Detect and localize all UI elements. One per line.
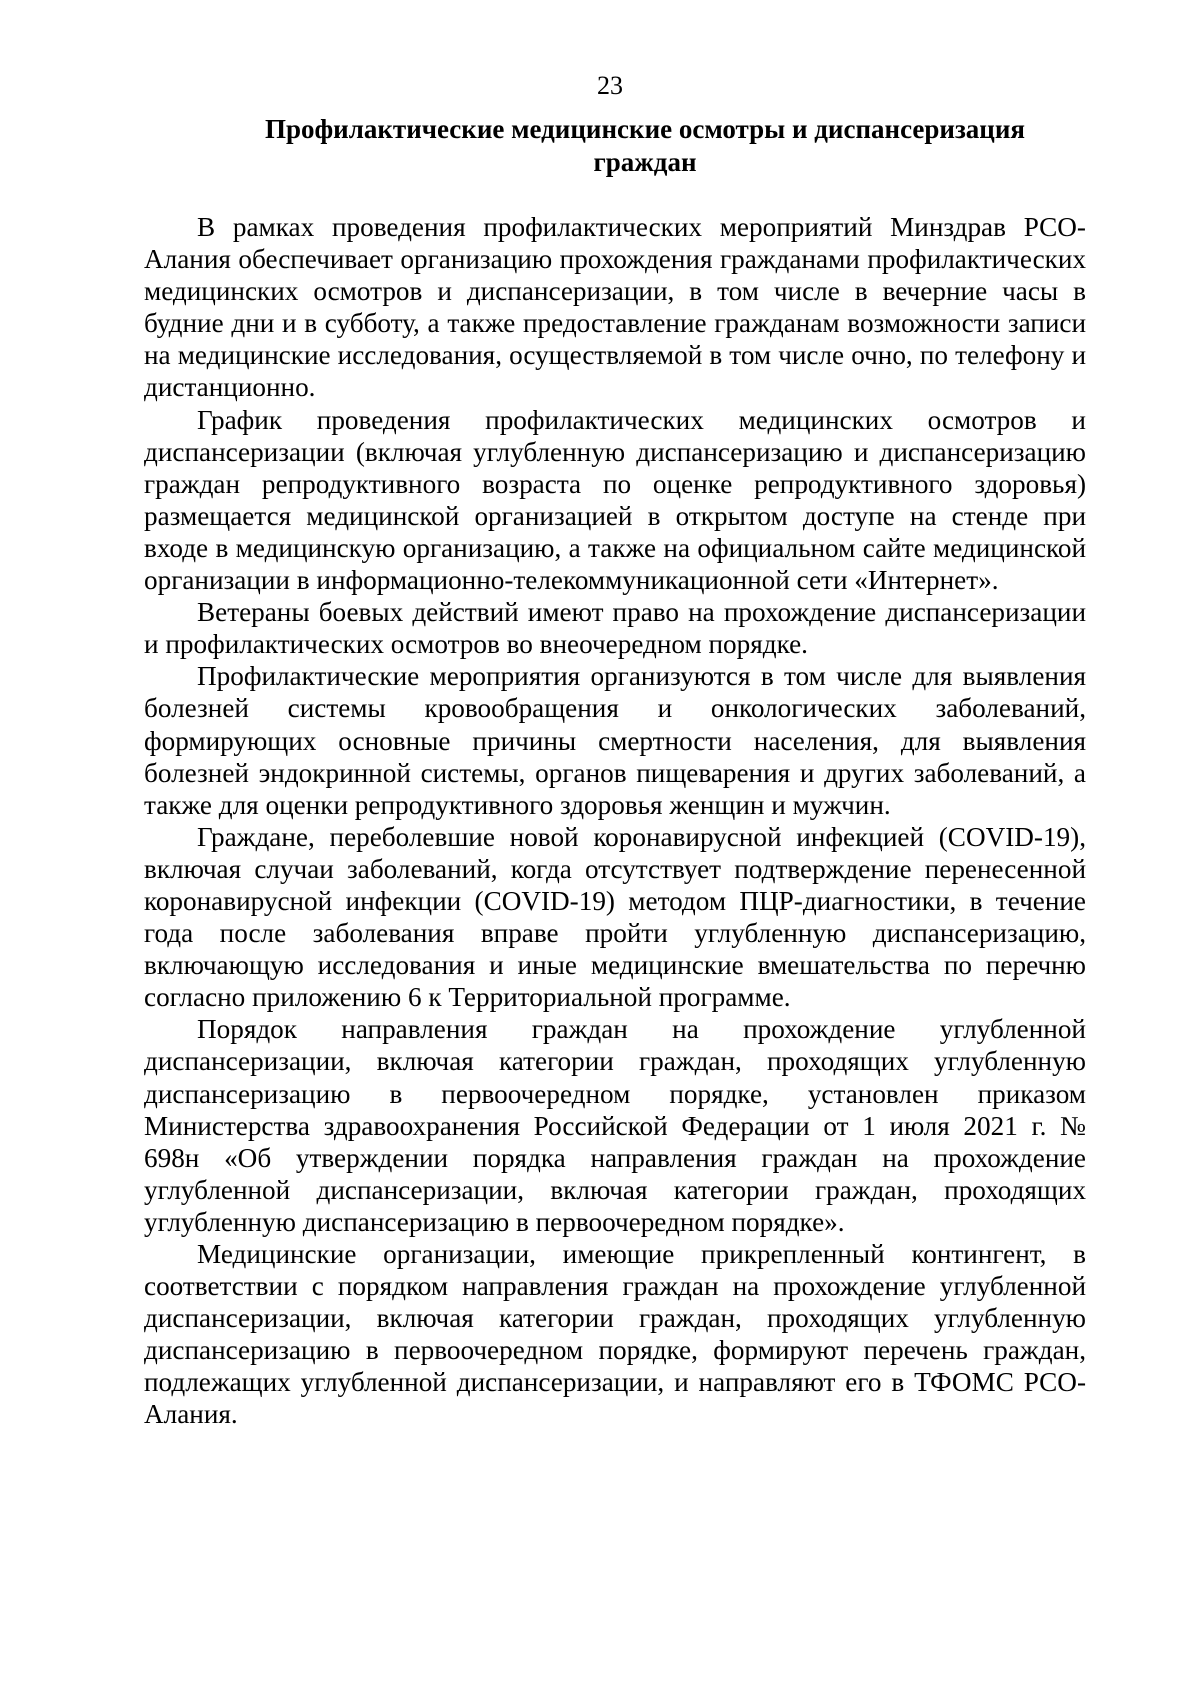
paragraph-referral-order: Порядок направления граждан на прохождение углубленной диспансеризации, включая категории граждан, проходящих углубленную диспансеризацию в первоочередном порядке, установлен приказом Министерства здравоохранения Российской Федерации от 1 июля 2021 г. № 698н «Об утверждении порядка направления граждан на прохождение углубленной диспансеризации, включая категории граждан, проходящих углубленную диспансеризацию в первоочередном порядке». xyxy=(144,1014,1086,1237)
page-number: 23 xyxy=(597,71,623,100)
paragraph-schedule: График проведения профилактических медицинских осмотров и диспансеризации (включая углубленную диспансеризацию и диспансеризацию граждан репродуктивного возраста по оценке репродуктивного здоровья) размещается медицинской организацией в открытом доступе на стенде при входе в медицинскую организацию, а также на официальном сайте медицинской организации в информационно-телекоммуникационной сети «Интернет». xyxy=(144,404,1086,596)
paragraph-preventive-measures: В рамках проведения профилактических мероприятий Минздрав РСО-Алания обеспечивает организацию прохождения гражданами профилактических медицинских осмотров и диспансеризации, в том числе в вечерние часы в будние дни и в субботу, а также предоставление гражданам возможности записи на медицинские исследования, осуществляемой в том числе очно, по телефону и дистанционно. xyxy=(144,212,1086,403)
paragraph-preventive-goals: Профилактические мероприятия организуются в том числе для выявления болезней системы кровообращения и онкологических заболеваний, формирующих основные причины смертности населения, для выявления болезней эндокринной системы, органов пищеварения и других заболеваний, а также для оценки репродуктивного здоровья женщин и мужчин. xyxy=(144,661,1086,820)
paragraph-covid: Граждане, переболевшие новой коронавирусной инфекцией (COVID-19), включая случаи заболеваний, когда отсутствует подтверждение перенесенной коронавирусной инфекции (COVID-19) методом ПЦР-диагностики, в течение года после заболевания вправе пройти углубленную диспансеризацию, включающую исследования и иные медицинские вмешательства по перечню согласно приложению 6 к Территориальной программе. xyxy=(144,821,1086,1013)
section-title: Профилактические медицинские осмотры и диспансеризация граждан xyxy=(264,114,1026,177)
paragraph-veterans: Ветераны боевых действий имеют право на прохождение диспансеризации и профилактических осмотров во внеочередном порядке. xyxy=(144,597,1086,660)
paragraph-medical-organizations: Медицинские организации, имеющие прикрепленный контингент, в соответствии с порядком направления граждан на прохождение углубленной диспансеризации, включая категории граждан, проходящих углубленную диспансеризацию в первоочередном порядке, формируют перечень граждан, подлежащих углубленной диспансеризации, и направляют его в ТФОМС РСО-Алания. xyxy=(144,1239,1086,1430)
body-text xyxy=(144,211,1086,1431)
